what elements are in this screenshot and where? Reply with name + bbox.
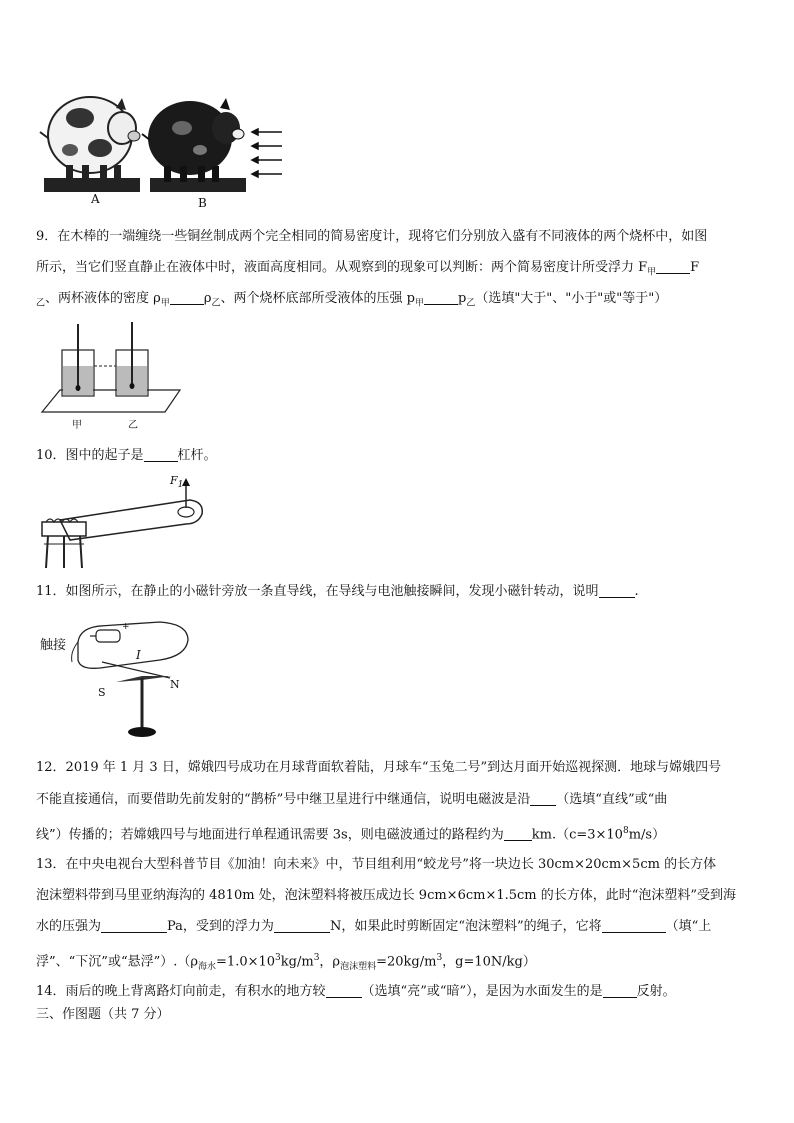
q9-sub-yi-2: 乙 <box>211 298 221 309</box>
q12-line-3-tail: m/s） <box>628 827 666 843</box>
q13-line-3 <box>36 918 758 936</box>
q12-line-1-text: 12．2019 年 1 月 3 日，嫦娥四号成功在月球背面软着陆，月球车“玉兔二号”到达月面开始巡视探测．地球与嫦娥四号 <box>36 760 722 775</box>
q11-text-a: 11．如图所示，在静止的小磁针旁放一条直导线，在导线与电池触接瞬间，发现小磁针转动，说明 <box>36 584 599 599</box>
q13-sub-foam: 泡沫塑料 <box>340 961 377 972</box>
q9-sub-yi-3: 乙 <box>466 298 476 309</box>
q11-text-b: . <box>634 584 639 599</box>
q11-plus-label: + <box>122 622 130 632</box>
q11-minus-label: − <box>96 622 104 632</box>
q13-line-4 <box>36 949 758 976</box>
section-3-title-text: 三、作图题（共 7 分） <box>36 1007 170 1022</box>
q13-exp-2: 3 <box>313 953 320 963</box>
q11-touch-label: 触接 <box>40 638 67 653</box>
beaker-jia-label: 甲 <box>72 420 82 431</box>
q13-line-4-d: ，ρ <box>319 954 341 970</box>
q12-line-3-unit: km.（c=3×10 <box>531 827 623 843</box>
q12-exp: 8 <box>622 826 629 836</box>
q12-line-2 <box>36 791 758 809</box>
q12-line-3 <box>36 822 758 844</box>
q9-line-2-text: 所示，当它们竖直静止在液体中时，液面高度相同。从观察到的现象可以判断：两个简易密度计所受浮力 F <box>36 260 648 275</box>
q13-exp-3: 3 <box>436 953 443 963</box>
q11-current-label: I <box>136 648 141 662</box>
q12-blank-propagation[interactable] <box>530 792 556 806</box>
q11-n-label: N <box>170 678 180 691</box>
q9-line-3-p: p <box>457 291 467 306</box>
q13-line-1-text: 13．在中央电视台大型科普节目《加油！向未来》中，节目组利用“蛟龙号”将一块边长 30cm×20cm×5cm 的长方体 <box>36 857 717 872</box>
q12-line-2-choice: （选填“直线”或“曲 <box>556 792 668 807</box>
q14-blank-reflection[interactable] <box>603 984 637 998</box>
q9-line-3-pressure: 、两个烧杯底部所受液体的压强 p <box>220 291 415 306</box>
q13-line-4-b: =1.0×10 <box>216 954 276 970</box>
q13-line-3-b: Pa，受到的浮力为 <box>167 919 274 934</box>
pig-a-label: A <box>91 192 100 206</box>
q13-line-2 <box>36 887 758 905</box>
q12-line-3-text: 线”）传播的；若嫦娥四号与地面进行单程通讯需要 3s，则电磁波通过的路程约为 <box>36 827 504 843</box>
q9-sub-jia: 甲 <box>647 267 657 278</box>
q10-text-a: 10．图中的起子是 <box>36 448 144 463</box>
q9-line-1-text: 9．在木棒的一端缠绕一些铜丝制成两个完全相同的简易密度计，现将它们分别放入盛有不同液体的两个烧杯中，如图 <box>36 229 708 244</box>
q13-blank-pressure[interactable] <box>101 919 167 933</box>
q13-blank-motion[interactable] <box>602 919 666 933</box>
q11-s-label: S <box>98 686 106 699</box>
beaker-yi-label: 乙 <box>128 420 138 431</box>
q9-line-2-f: F <box>690 260 700 275</box>
q14-text-c: 反射。 <box>636 984 676 999</box>
q13-line-4-e: =20kg/m <box>376 954 437 970</box>
q14-blank-brightness[interactable] <box>326 984 362 998</box>
q13-line-2-text: 泡沫塑料带到马里亚纳海沟的 4810m 处，泡沫塑料将被压成边长 9cm×6cm×1.5cm 的长方体，此时“泡沫塑料”受到海 <box>36 888 737 903</box>
q9-sub-jia-3: 甲 <box>414 298 424 309</box>
section-3-title <box>36 1006 758 1024</box>
q13-line-4-c: kg/m <box>280 954 314 970</box>
q12-line-2-text: 不能直接通信，而要借助先前发射的“鹊桥”号中继卫星进行中继通信，说明电磁波是沿 <box>36 792 531 807</box>
q13-line-4-f: ，g=10N/kg） <box>442 954 536 970</box>
q9-line-3-rho: ρ <box>203 291 212 306</box>
q12-line-1 <box>36 759 758 777</box>
q12-blank-distance[interactable] <box>504 827 532 841</box>
q14-line <box>36 983 758 1001</box>
pig-b-label: B <box>198 196 207 210</box>
q9-sub-jia-2: 甲 <box>160 298 170 309</box>
q13-line-3-d: （填“上 <box>665 919 712 934</box>
q13-line-1 <box>36 856 758 874</box>
q13-line-4-a: 浮”、“下沉”或“悬浮”）.（ρ <box>36 954 199 970</box>
q9-sub-yi-1: 乙 <box>36 298 46 309</box>
q10-text-b: 杠杆。 <box>177 448 217 463</box>
q13-exp-1: 3 <box>275 953 281 963</box>
q10-force-sub: 1 <box>177 480 184 491</box>
q14-text-b: （选填“亮”或“暗”），是因为水面发生的是 <box>361 984 603 999</box>
q10-force-f: F <box>170 474 178 487</box>
q14-text-a: 14．雨后的晚上背离路灯向前走，有积水的地方较 <box>36 984 326 999</box>
q9-line-3-density: 、两杯液体的密度 ρ <box>45 291 161 306</box>
q13-sub-seawater: 海水 <box>198 961 217 972</box>
q13-blank-buoyancy[interactable] <box>274 919 330 933</box>
q13-line-3-c: N，如果此时剪断固定“泡沫塑料”的绳子，它将 <box>329 919 602 934</box>
q13-line-3-a: 水的压强为 <box>36 919 102 934</box>
q9-line-3-choice: （选填"大于"、"小于"或"等于"） <box>475 291 668 306</box>
